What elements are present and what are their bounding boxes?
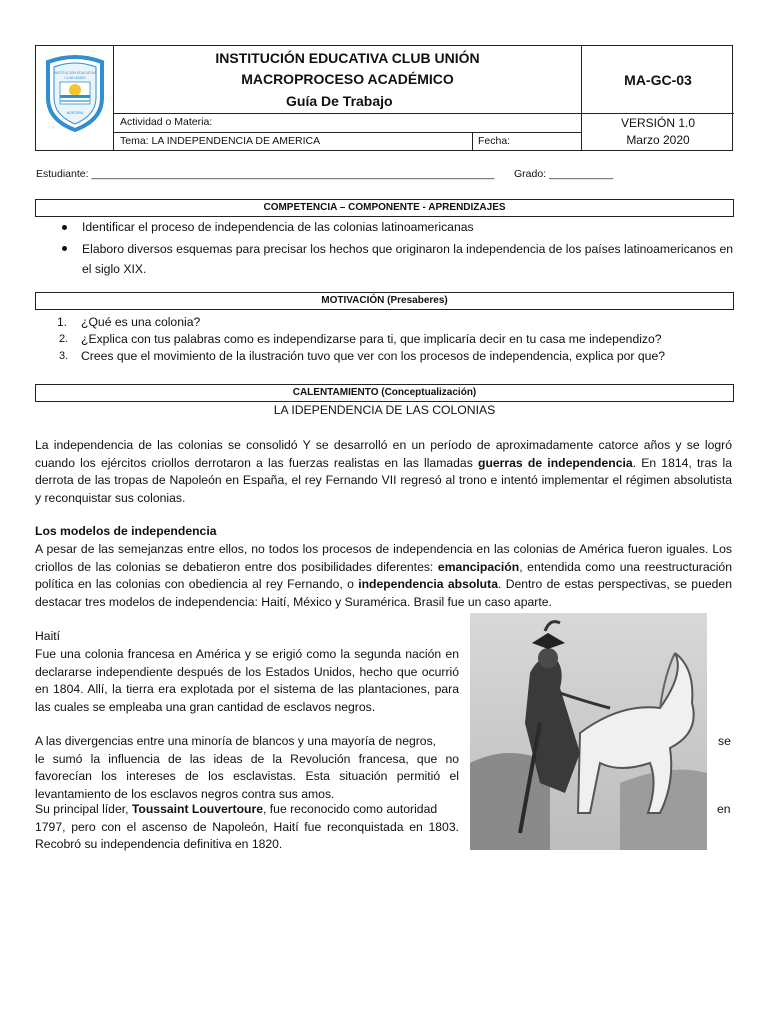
motivacion-questions bbox=[57, 314, 734, 365]
guide-title: Guía De Trabajo bbox=[286, 93, 393, 109]
svg-text:CLUB UNION: CLUB UNION bbox=[64, 76, 86, 80]
haiti-p2-word: se bbox=[718, 734, 731, 748]
models-heading: Los modelos de independencia bbox=[35, 524, 217, 538]
question-item: 2. ¿Explica con tus palabras como es independizarse para ti, que implicaría decir en tu casa me independizo? bbox=[59, 332, 662, 346]
haiti-p3-word: en bbox=[717, 802, 731, 816]
school-seal-logo bbox=[42, 54, 108, 132]
paragraph-haiti-1: Fue una colonia francesa en América y se erigió como la segunda nación en declararse independiente después de los Estados Unidos, hecho que ocurrió en 1804. Allí, la tierra era explotada por el sistema de las plantaciones, para las cuales se empleaba una gran cantidad de esclavos negros. bbox=[35, 647, 459, 714]
svg-text:INSTITUCION EDUCATIVA: INSTITUCION EDUCATIVA bbox=[53, 71, 97, 75]
student-field: Estudiante: _____________________________________________________________________ bbox=[36, 168, 495, 180]
version-label: VERSIÓN 1.0 bbox=[620, 116, 696, 130]
institution-name: INSTITUCIÓN EDUCATIVA CLUB UNIÓN bbox=[215, 50, 480, 66]
question-item: 1. ¿Qué es una colonia? bbox=[57, 315, 201, 329]
competencia-list bbox=[82, 218, 734, 279]
paragraph-haiti-3: Su principal líder, Toussaint Louvertoure, fue reconocido como autoridad 1797, pero con el ascenso de Napoleón, Haití fue reconquistada en 1803. Recobró su independencia definitiva en 1820. bbox=[35, 802, 459, 851]
paragraph-haiti-2: A las divergencias entre una minoría de blancos y una mayoría de negros, le sumó la influencia de las ideas de la Revolución francesa, que no favorecían los intereses de los esclavistas. Esta situación permitió el levantamiento de los esclavos negros contra sus amos. bbox=[35, 734, 459, 801]
grade-field: Grado: ___________ bbox=[514, 168, 614, 180]
date-label: Fecha: bbox=[478, 135, 511, 147]
competencia-header: COMPETENCIA – COMPONENTE - APRENDIZAJES bbox=[35, 199, 734, 217]
list-item: Identificar el proceso de independencia de las colonias latinoamericanas bbox=[82, 218, 734, 237]
haiti-heading: Haití bbox=[35, 629, 61, 643]
question-item: 3. Crees que el movimiento de la ilustración tuvo que ver con los procesos de independencia, explica por que? bbox=[59, 349, 665, 363]
paragraph-intro: La independencia de las colonias se consolidó Y se desarrolló en un período de aproximadamente catorce años y se logró cuando los ejércitos criollos derrotaron a las fuerzas realistas en las llamadas guerras de independencia. En 1814, tras la derrota de las tropas de Napoleón en España, el rey Fernando VII regresó al trono e intentó implementar el régimen absolutista y reconquistar sus colonias. bbox=[35, 438, 732, 505]
version-date: Marzo 2020 bbox=[626, 133, 690, 147]
paragraph-models: A pesar de las semejanzas entre ellos, no todos los procesos de independencia en las colonias de América fueron iguales. Los criollos de las colonias se debatieron entre dos posibilidades diferentes: emancipación, entendida como una reestructuración política en las colonias con obediencia al rey Fernando, o independencia absoluta. Dentro de estas perspectivas, se pueden destacar tres modelos de independencia: Haití, México y Suramérica. Brasil fue un caso aparte. bbox=[35, 542, 732, 609]
toussaint-portrait-image bbox=[470, 613, 707, 850]
calentamiento-header: CALENTAMIENTO (Conceptualización) bbox=[35, 384, 734, 402]
topic-label: Tema: LA INDEPENDENCIA DE AMERICA bbox=[120, 135, 321, 147]
header-table bbox=[35, 45, 733, 151]
activity-label: Actividad o Materia: bbox=[120, 116, 213, 128]
motivacion-header: MOTIVACIÓN (Presaberes) bbox=[35, 292, 734, 310]
document-code: MA-GC-03 bbox=[624, 72, 692, 88]
list-item: Elaboro diversos esquemas para precisar los hechos que originaron la independencia de los países latinoamericanos en el siglo XIX. bbox=[82, 239, 734, 279]
section-subtitle: LA IDEPENDENCIA DE LAS COLONIAS bbox=[273, 403, 496, 417]
svg-text:MONTERIA: MONTERIA bbox=[66, 111, 84, 115]
process-name: MACROPROCESO ACADÉMICO bbox=[241, 71, 454, 87]
